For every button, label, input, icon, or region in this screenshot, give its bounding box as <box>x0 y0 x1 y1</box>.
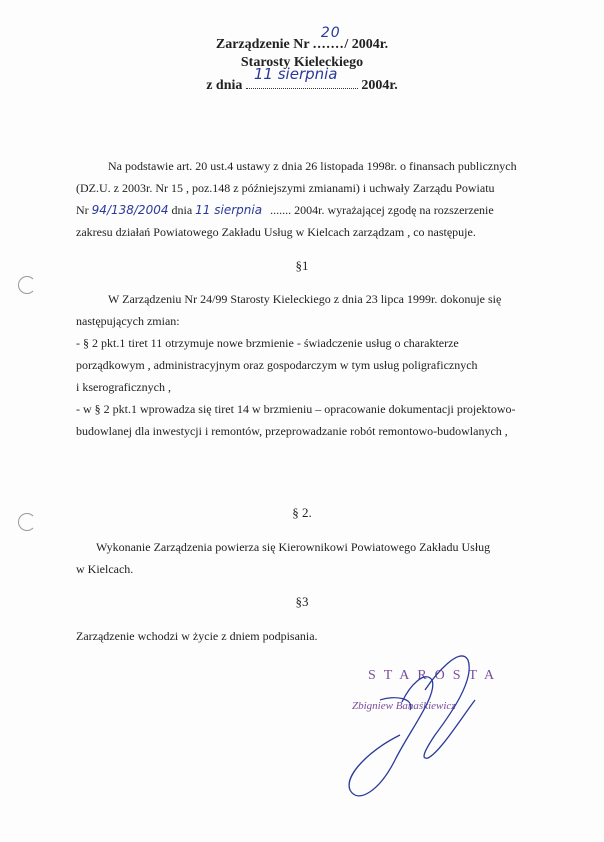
title-line-3 <box>0 65 604 94</box>
date-suffix: 2004r. <box>357 78 398 93</box>
handwritten-date: 11 sierpnia <box>253 65 338 83</box>
resolution-suffix: ....... 2004r. wyrażającej zgodę na rozszerzenie <box>270 203 494 217</box>
issuer-title: Starosty Kieleckiego <box>240 55 364 70</box>
handwritten-signature <box>340 640 480 810</box>
title-line-1 <box>0 25 604 53</box>
intro-line-1: Na podstawie art. 20 ust.4 ustawy z dnia 26 listopada 1998r. o finansach publicznych <box>108 159 517 173</box>
section-3-line: Zarządzenie wchodzi w życie z dniem podpisania. <box>76 629 318 643</box>
section-1-line-7: budowlanej dla inwestycji i remontów, przeprowadzanie robót remontowo-budowlanych , <box>76 424 508 438</box>
title-suffix: / 2004r. <box>344 37 389 52</box>
intro-line-2: (DZ.U. z 2003r. Nr 15 , poz.148 z późniejszymi zmianami) i uchwały Zarządu Powiatu <box>76 181 495 195</box>
order-number-dots: ....... <box>312 37 345 52</box>
intro-line-4: zakresu działań Powiatowego Zakładu Usług w Kielcach zarządzam , co następuje. <box>76 225 476 239</box>
section-2-symbol: § 2. <box>292 505 312 520</box>
section-1-line-2: następujących zmian: <box>76 314 180 328</box>
section-1-line-3: - § 2 pkt.1 tiret 11 otrzymuje nowe brzmienie - świadczenie usług o charakterze <box>76 336 459 350</box>
resolution-prefix: Nr <box>76 203 92 217</box>
date-field <box>246 65 358 89</box>
section-2-line-1: Wykonanie Zarządzenia powierza się Kierownikowi Powiatowego Zakładu Usług <box>96 540 491 554</box>
handwritten-order-number: 20 <box>320 25 341 41</box>
section-3-symbol: §3 <box>295 594 309 609</box>
resolution-date-prefix: dnia <box>168 203 196 217</box>
date-prefix: z dnia <box>206 78 246 93</box>
section-1-line-6: - w § 2 pkt.1 wprowadza się tiret 14 w brzmieniu – opracowanie dokumentacji projektowo- <box>76 402 516 416</box>
handwritten-resolution-date: 11 sierpnia <box>195 203 263 217</box>
stamp-title: STAROSTA <box>368 668 503 683</box>
section-1-line-1: W Zarządzeniu Nr 24/99 Starosty Kieleckiego z dnia 23 lipca 1999r. dokonuje się <box>108 292 502 306</box>
stamp-name: Zbigniew Banaśkiewicz <box>352 700 456 712</box>
handwritten-resolution-number: 94/138/2004 <box>91 203 169 217</box>
title-prefix: Zarządzenie Nr <box>215 37 313 52</box>
intro-line-3 <box>76 199 494 221</box>
section-1-line-5: i kserograficznych , <box>76 380 171 394</box>
section-1-symbol: §1 <box>295 258 309 273</box>
punch-hole-top <box>18 276 36 294</box>
section-2-line-2: w Kielcach. <box>76 562 134 576</box>
order-number-field <box>312 25 345 52</box>
section-1-line-4: porządkowym , administracyjnym oraz gospodarczym w tym usług poligraficznych <box>76 358 478 372</box>
